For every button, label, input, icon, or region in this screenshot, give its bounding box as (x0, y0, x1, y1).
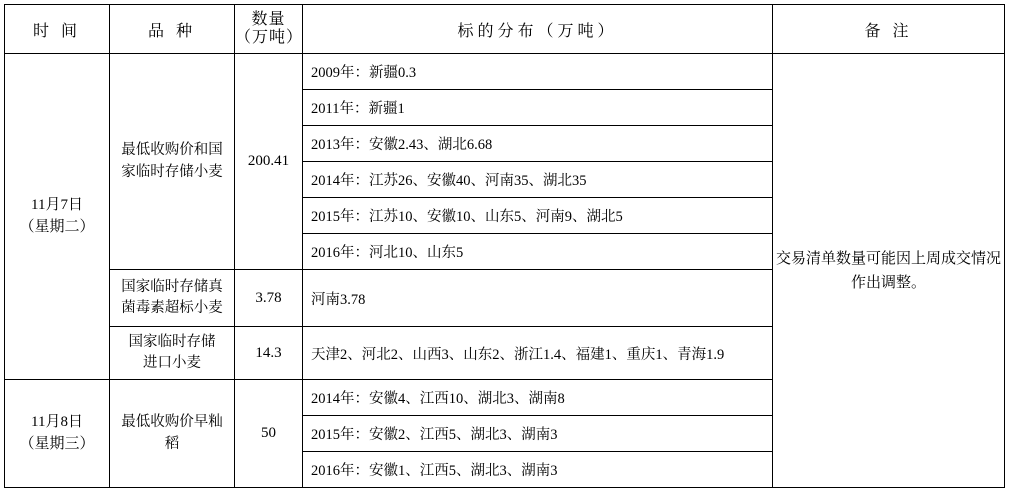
variety-line2: 稻 (164, 435, 180, 452)
distribution-item: 河南3.78 (311, 291, 366, 308)
distribution-item: 2009年：新疆0.3 (303, 54, 772, 90)
cell-distribution-wheat-import (303, 327, 773, 380)
cell-variety-wheat-toxin (110, 270, 235, 327)
variety-line1: 国家临时存储真 (121, 278, 223, 295)
document-page (0, 4, 1009, 479)
cell-quantity-rice-minimum: 50 (235, 380, 303, 488)
header-variety: 品 种 (110, 5, 235, 54)
table-header-row (5, 5, 1005, 54)
distribution-item: 2011年：新疆1 (303, 90, 772, 126)
cell-distribution-rice-2014 (303, 380, 773, 416)
distribution-list (303, 380, 772, 415)
cell-variety-wheat-minimum (110, 54, 235, 270)
cell-distribution-wheat-minimum (303, 54, 773, 270)
distribution-list (303, 270, 772, 326)
distribution-list (303, 54, 772, 269)
distribution-item: 天津2、河北2、山西3、山东2、浙江1.4、福建1、重庆1、青海1.9 (311, 346, 725, 363)
distribution-list (303, 452, 772, 487)
cell-distribution-rice-2016 (303, 452, 773, 488)
variety-line1: 最低收购价早籼 (121, 414, 223, 431)
distribution-list (303, 416, 772, 451)
cell-variety-wheat-import (110, 327, 235, 380)
cell-time-day1 (5, 54, 110, 380)
distribution-item: 2015年：安徽2、江西5、湖北3、湖南3 (311, 427, 558, 443)
table-row (5, 54, 1005, 270)
cell-distribution-wheat-toxin (303, 270, 773, 327)
variety-line1: 最低收购价和国 (121, 142, 223, 159)
variety-line2: 家临时存储小麦 (121, 163, 223, 180)
auction-schedule-table (4, 4, 1005, 488)
cell-note: 交易清单数量可能因上周成交情况作出调整。 (773, 54, 1005, 488)
distribution-item: 2013年：安徽2.43、湖北6.68 (303, 126, 772, 162)
variety-line2: 菌毒素超标小麦 (121, 300, 223, 316)
cell-time-day2 (5, 380, 110, 488)
header-quantity-line1: 数量 (251, 10, 286, 28)
distribution-item: 2015年：江苏10、安徽10、山东5、河南9、湖北5 (303, 198, 772, 234)
distribution-item: 2014年：安徽4、江西10、湖北3、湖南8 (311, 391, 565, 407)
cell-variety-rice-minimum (110, 380, 235, 488)
header-time: 时 间 (5, 5, 110, 54)
header-quantity (235, 5, 303, 54)
distribution-item: 2016年：安徽1、江西5、湖北3、湖南3 (311, 463, 558, 479)
distribution-list (303, 327, 772, 379)
time-line2: （星期三） (19, 435, 95, 452)
header-note: 备 注 (773, 5, 1005, 54)
header-distribution: 标的分布（万吨） (303, 5, 773, 54)
cell-quantity-wheat-toxin: 3.78 (235, 270, 303, 327)
cell-quantity-wheat-minimum: 200.41 (235, 54, 303, 270)
distribution-item: 2016年：河北10、山东5 (311, 245, 464, 261)
time-line1: 11月8日 (31, 413, 83, 430)
variety-line1: 国家临时存储 (128, 333, 216, 350)
cell-quantity-wheat-import: 14.3 (235, 327, 303, 380)
time-line1: 11月7日 (31, 196, 83, 213)
distribution-item: 2014年：江苏26、安徽40、河南35、湖北35 (303, 162, 772, 198)
header-quantity-line2: （万吨） (235, 29, 304, 46)
cell-distribution-rice-2015 (303, 416, 773, 452)
time-line2: （星期二） (19, 218, 95, 235)
variety-line2: 进口小麦 (143, 355, 201, 371)
